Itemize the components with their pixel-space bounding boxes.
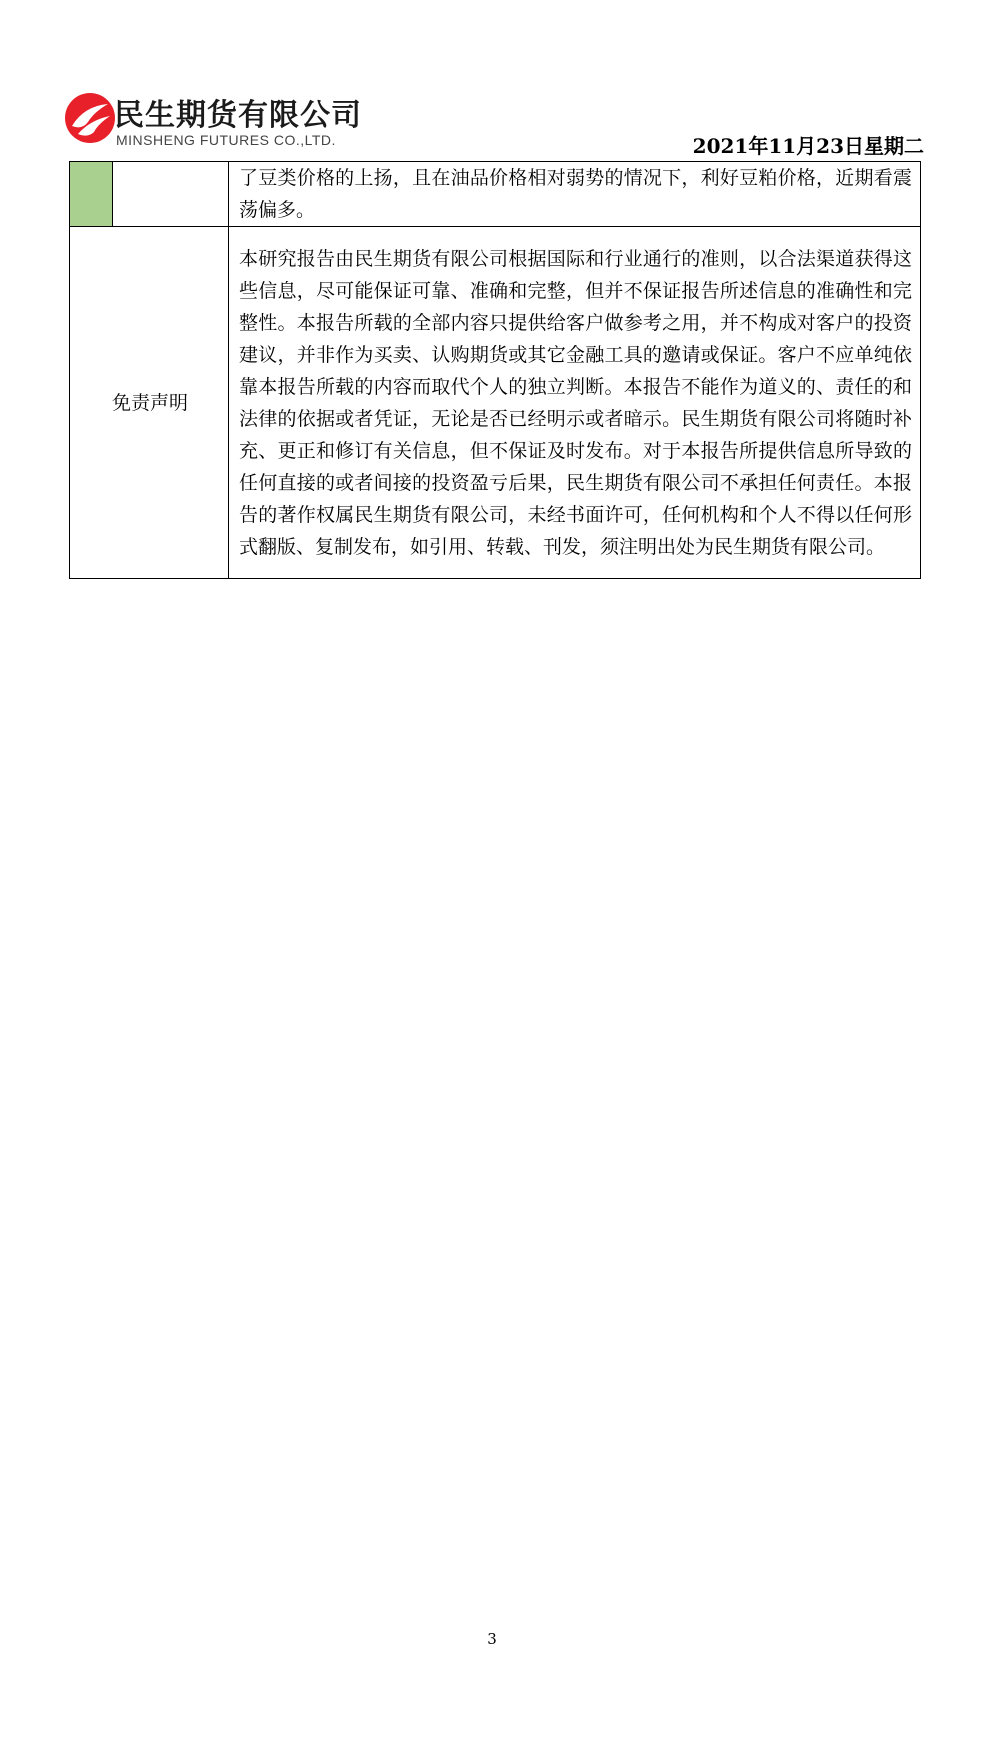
- disclaimer-text: 本研究报告由民生期货有限公司根据国际和行业通行的准则，以合法渠道获得这些信息，尽可能保证可靠、准确和完整，但并不保证报告所述信息的准确性和完整性。本报告所载的全部内容只提供给客户做参考之用，并不构成对客户的投资建议，并非作为买卖、认购期货或其它金融工具的邀请或保证。客户不应单纯依靠本报告所载的内容而取代个人的独立判断。本报告不能作为道义的、责任的和法律的依据或者凭证，无论是否已经明示或者暗示。民生期货有限公司将随时补充、更正和修订有关信息，但不保证及时发布。对于本报告所提供信息所导致的任何直接的或者间接的投资盈亏后果，民生期货有限公司不承担任何责任。本报告的著作权属民生期货有限公司，未经书面许可，任何机构和个人不得以任何形式翻版、复制发布，如引用、转载、刊发，须注明出处为民生期货有限公司。: [229, 227, 921, 579]
- report-date: 2021年11月23日星期二: [692, 134, 924, 158]
- company-name-cn: 民生期货有限公司: [114, 98, 362, 133]
- analysis-text-cell: 了豆类价格的上扬，且在油品价格相对弱势的情况下，利好豆粕价格，近期看震荡偏多。: [229, 162, 921, 227]
- minsheng-logo-icon: [64, 92, 116, 144]
- green-category-cell: [70, 162, 113, 227]
- disclaimer-label: 免责声明: [70, 227, 229, 579]
- table-row: [70, 162, 921, 227]
- company-logo: [64, 90, 364, 152]
- page-number: 3: [487, 1630, 497, 1648]
- report-table: [69, 161, 921, 579]
- empty-label-cell: [113, 162, 229, 227]
- company-name-en: MINSHENG FUTURES CO.,LTD.: [116, 132, 336, 148]
- table-row: [70, 227, 921, 579]
